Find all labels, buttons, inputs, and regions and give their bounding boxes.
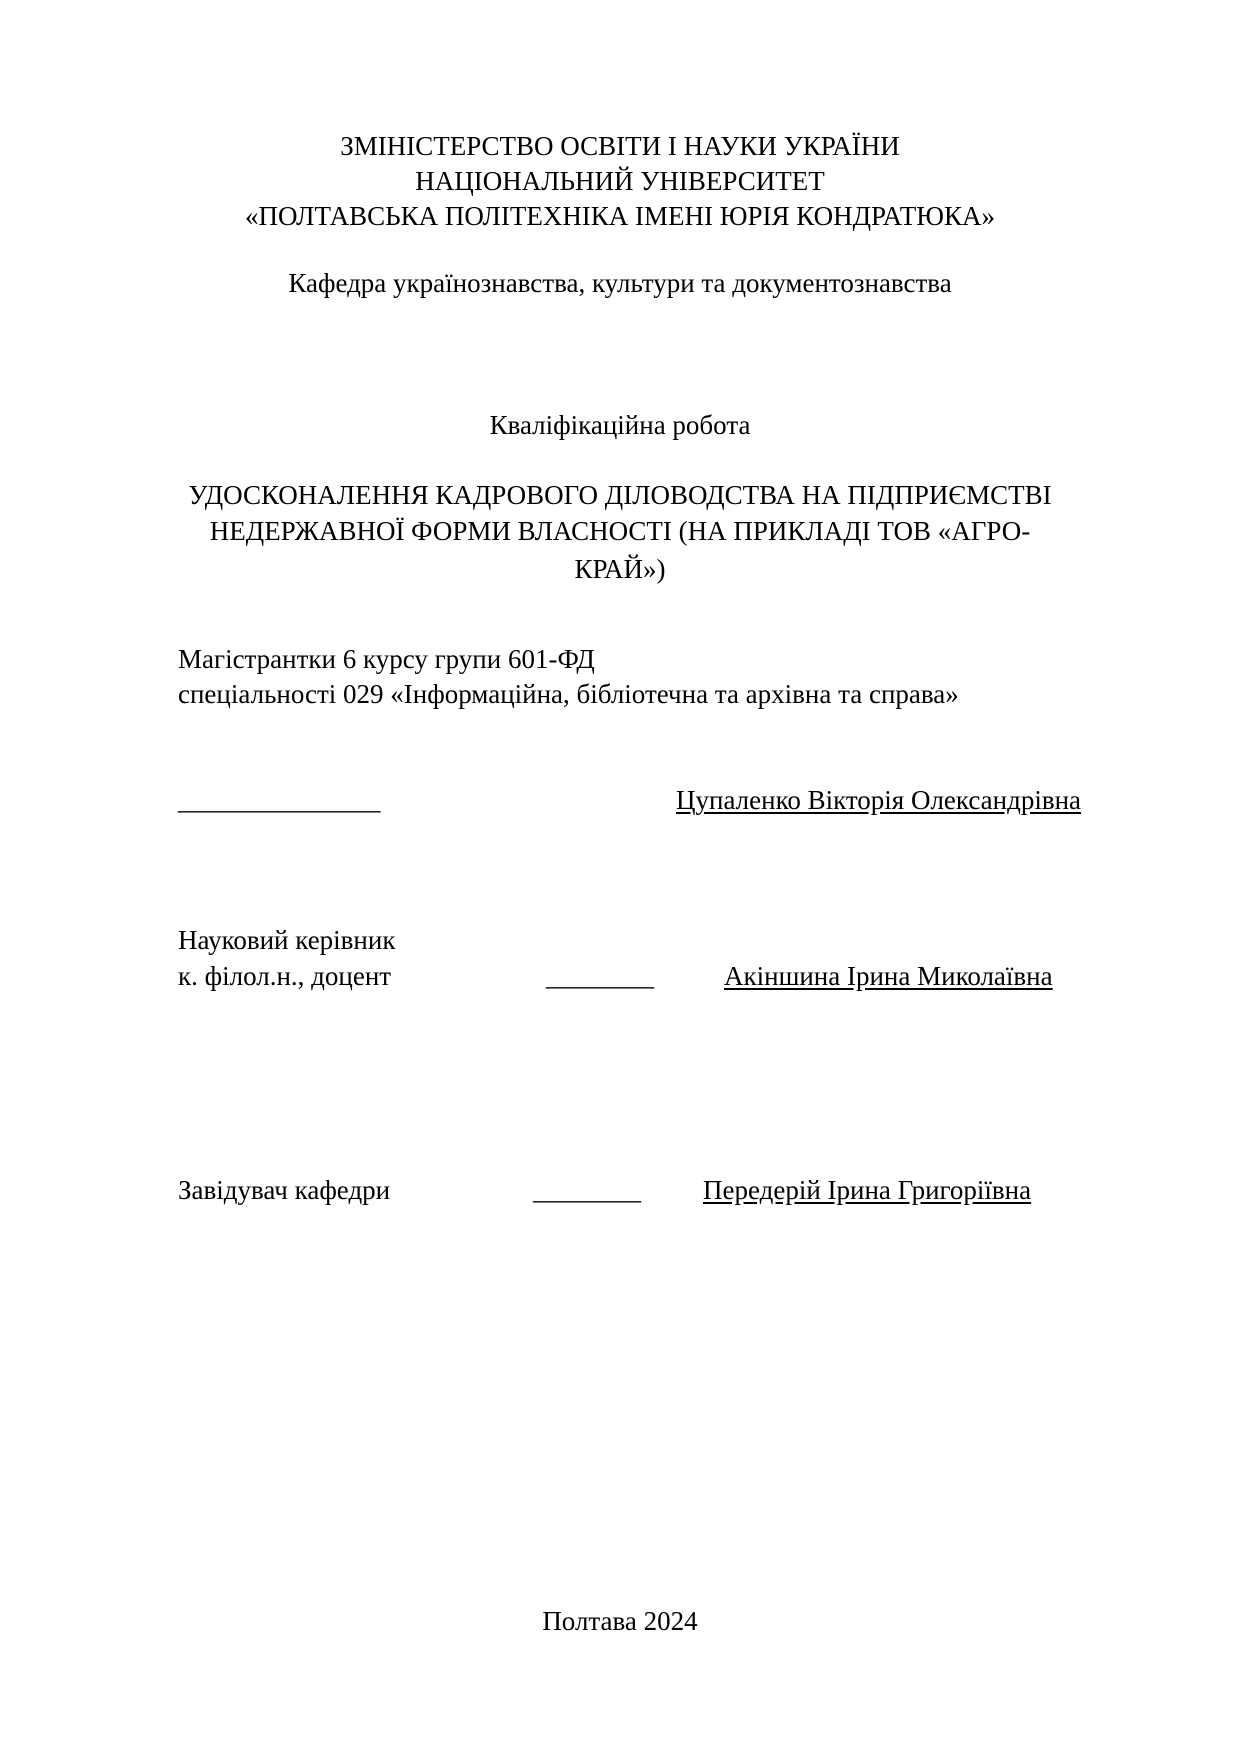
head-name: Передерій Ірина Григоріївна <box>703 1175 1032 1205</box>
work-type: Кваліфікаційна робота <box>489 410 751 440</box>
work-title-line3: КРАЙ») <box>574 554 666 584</box>
student-signature-blank: _______________ <box>178 785 381 815</box>
work-title-line1: УДОСКОНАЛЕННЯ КАДРОВОГО ДІЛОВОДСТВА НА ПІДПРИЄМСТВІ <box>188 480 1052 510</box>
city-year: Полтава 2024 <box>542 1606 698 1636</box>
department-name: Кафедра українознавства, культури та документознавства <box>288 268 952 298</box>
student-name: Цупаленко Вікторія Олександрівна <box>676 785 1082 815</box>
head-signature-blank: ________ <box>533 1175 641 1205</box>
ministry-heading: ЗМІНІСТЕРСТВО ОСВІТИ І НАУКИ УКРАЇНИ <box>340 131 900 161</box>
university-name-line1: НАЦІОНАЛЬНИЙ УНІВЕРСИТЕТ <box>415 166 825 196</box>
work-title-line2: НЕДЕРЖАВНОЇ ФОРМИ ВЛАСНОСТІ (НА ПРИКЛАДІ ТОВ «АГРО- <box>209 516 1031 546</box>
supervisor-degree: к. філол.н., доцент <box>178 961 392 991</box>
supervisor-role: Науковий керівник <box>178 925 396 955</box>
supervisor-name: Акіншина Ірина Миколаївна <box>724 961 1053 991</box>
head-role: Завідувач кафедри <box>178 1175 391 1205</box>
university-name-line2: «ПОЛТАВСЬКА ПОЛІТЕХНІКА ІМЕНІ ЮРІЯ КОНДРАТЮКА» <box>244 201 995 231</box>
supervisor-signature-blank: ________ <box>546 961 654 991</box>
student-course-group: Магістрантки 6 курсу групи 601-ФД <box>178 644 595 674</box>
student-specialty: спеціальності 029 «Інформаційна, бібліотечна та архівна та справа» <box>178 679 959 709</box>
